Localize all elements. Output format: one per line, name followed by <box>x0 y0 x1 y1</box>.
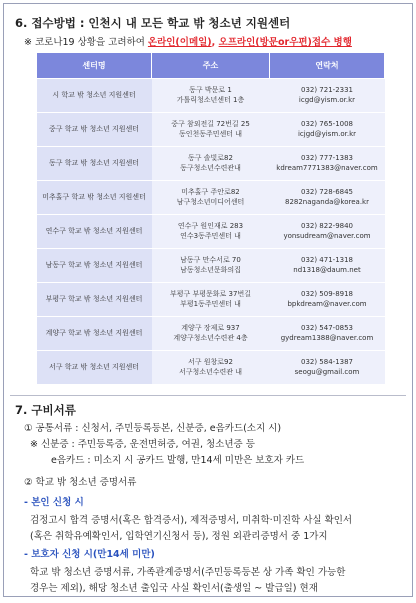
center-address: 미추홀구 주안로82 남구청소년미디어센터 <box>152 181 270 215</box>
center-contact: 032) 509-8918 bpkdream@naver.com <box>270 283 385 317</box>
ecard-note: e음카드 : 미소지 시 공카드 발행, 만14세 미만은 보호자 카드 <box>51 455 305 466</box>
center-contact: 032) 728-6845 8282naganda@korea.kr <box>270 181 385 215</box>
table-row <box>37 147 385 181</box>
center-contact: 032) 822-9840 yonsudream@naver.com <box>270 215 385 249</box>
center-address: 남동구 만수서로 70 남동청소년문화의집 <box>152 249 270 283</box>
note-sep: , <box>211 37 219 48</box>
table-row <box>37 351 385 385</box>
section-divider <box>10 395 406 396</box>
table-row <box>37 283 385 317</box>
center-name: 시 학교 밖 청소년 지원센터 <box>37 79 152 113</box>
table-row <box>37 215 385 249</box>
table-row <box>37 317 385 351</box>
table-row <box>37 79 385 113</box>
center-name: 미추홀구 학교 밖 청소년 지원센터 <box>37 181 152 215</box>
section6-title: 6. 접수방법 : 인천시 내 모든 학교 밖 청소년 지원센터 <box>15 16 291 30</box>
guardian-apply-line1: 학교 밖 청소년 증명서류, 가족관계증명서(주민등록등본 상 가족 확인 가능한 <box>30 567 346 578</box>
center-name: 중구 학교 밖 청소년 지원센터 <box>37 113 152 147</box>
center-name: 서구 학교 밖 청소년 지원센터 <box>37 351 152 385</box>
center-address: 연수구 원인재로 283 연수3동주민센터 내 <box>152 215 270 249</box>
center-contact: 032) 721-2331 icgd@yism.or.kr <box>270 79 385 113</box>
center-name: 동구 학교 밖 청소년 지원센터 <box>37 147 152 181</box>
notice-page <box>3 3 413 597</box>
center-name: 남동구 학교 밖 청소년 지원센터 <box>37 249 152 283</box>
covid-note <box>24 34 352 48</box>
center-address: 동구 솔빛로82 동구청소년수련관내 <box>152 147 270 181</box>
center-address: 부평구 부평문화로 37번길 부평1동주민센터 내 <box>152 283 270 317</box>
proof-docs: ② 학교 밖 청소년 증명서류 <box>24 477 137 488</box>
center-address: 서구 원창로92 서구청소년수련관 내 <box>152 351 270 385</box>
note-online: 온라인(이메일) <box>147 37 212 48</box>
table-header-row <box>37 53 385 79</box>
header-contact: 연락처 <box>270 53 385 79</box>
header-address: 주소 <box>152 53 270 79</box>
center-contact: 032) 584-1387 seogu@gmail.com <box>270 351 385 385</box>
table-row <box>37 181 385 215</box>
common-docs: ① 공통서류 : 신청서, 주민등록등본, 신분증, e음카드(소지 시) <box>24 423 282 434</box>
center-name: 부평구 학교 밖 청소년 지원센터 <box>37 283 152 317</box>
center-address: 중구 참외전길 72번길 25 동인천동주민센터 내 <box>152 113 270 147</box>
self-apply-line1: 검정고시 합격 증명서(혹은 합격증서), 제적증명서, 미취학·미진학 사실 확인서 <box>30 515 353 526</box>
id-note: ※ 신분증 : 주민등록증, 운전면허증, 여권, 청소년증 등 <box>30 439 255 450</box>
header-center-name: 센터명 <box>37 53 152 79</box>
center-table <box>36 52 385 385</box>
center-contact: 032) 547-0853 gydream1388@naver.com <box>270 317 385 351</box>
note-offline: 오프라인(방문or우편) <box>218 37 312 48</box>
self-apply-label: - 본인 신청 시 <box>24 497 84 508</box>
center-address: 동구 박문로 1 가톨릭청소년센터 1층 <box>152 79 270 113</box>
section7-title: 7. 구비서류 <box>15 403 76 417</box>
table-row <box>37 113 385 147</box>
note-prefix: ※ 코로나19 상황을 고려하여 <box>24 37 148 48</box>
guardian-apply-line2: 경우는 제외), 해당 청소년 출입국 사실 확인서(출생일 ~ 발급일) 현재 <box>30 583 318 594</box>
note-suffix: 접수 병행 <box>311 37 352 48</box>
guardian-apply-label: - 보호자 신청 시(만14세 미만) <box>24 549 155 560</box>
center-name: 연수구 학교 밖 청소년 지원센터 <box>37 215 152 249</box>
self-apply-line2: (혹은 취학유예확인서, 입학연기신청서 등), 정원 외관리증명서 중 1가지 <box>30 531 328 542</box>
center-contact: 032) 777-1383 kdream7771383@naver.com <box>270 147 385 181</box>
center-address: 계양구 장제로 937 계양구청소년수련관 4층 <box>152 317 270 351</box>
center-name: 계양구 학교 밖 청소년 지원센터 <box>37 317 152 351</box>
center-contact: 032) 765-1008 icjgd@yism.or.kr <box>270 113 385 147</box>
table-row <box>37 249 385 283</box>
center-contact: 032) 471-1318 nd1318@daum.net <box>270 249 385 283</box>
